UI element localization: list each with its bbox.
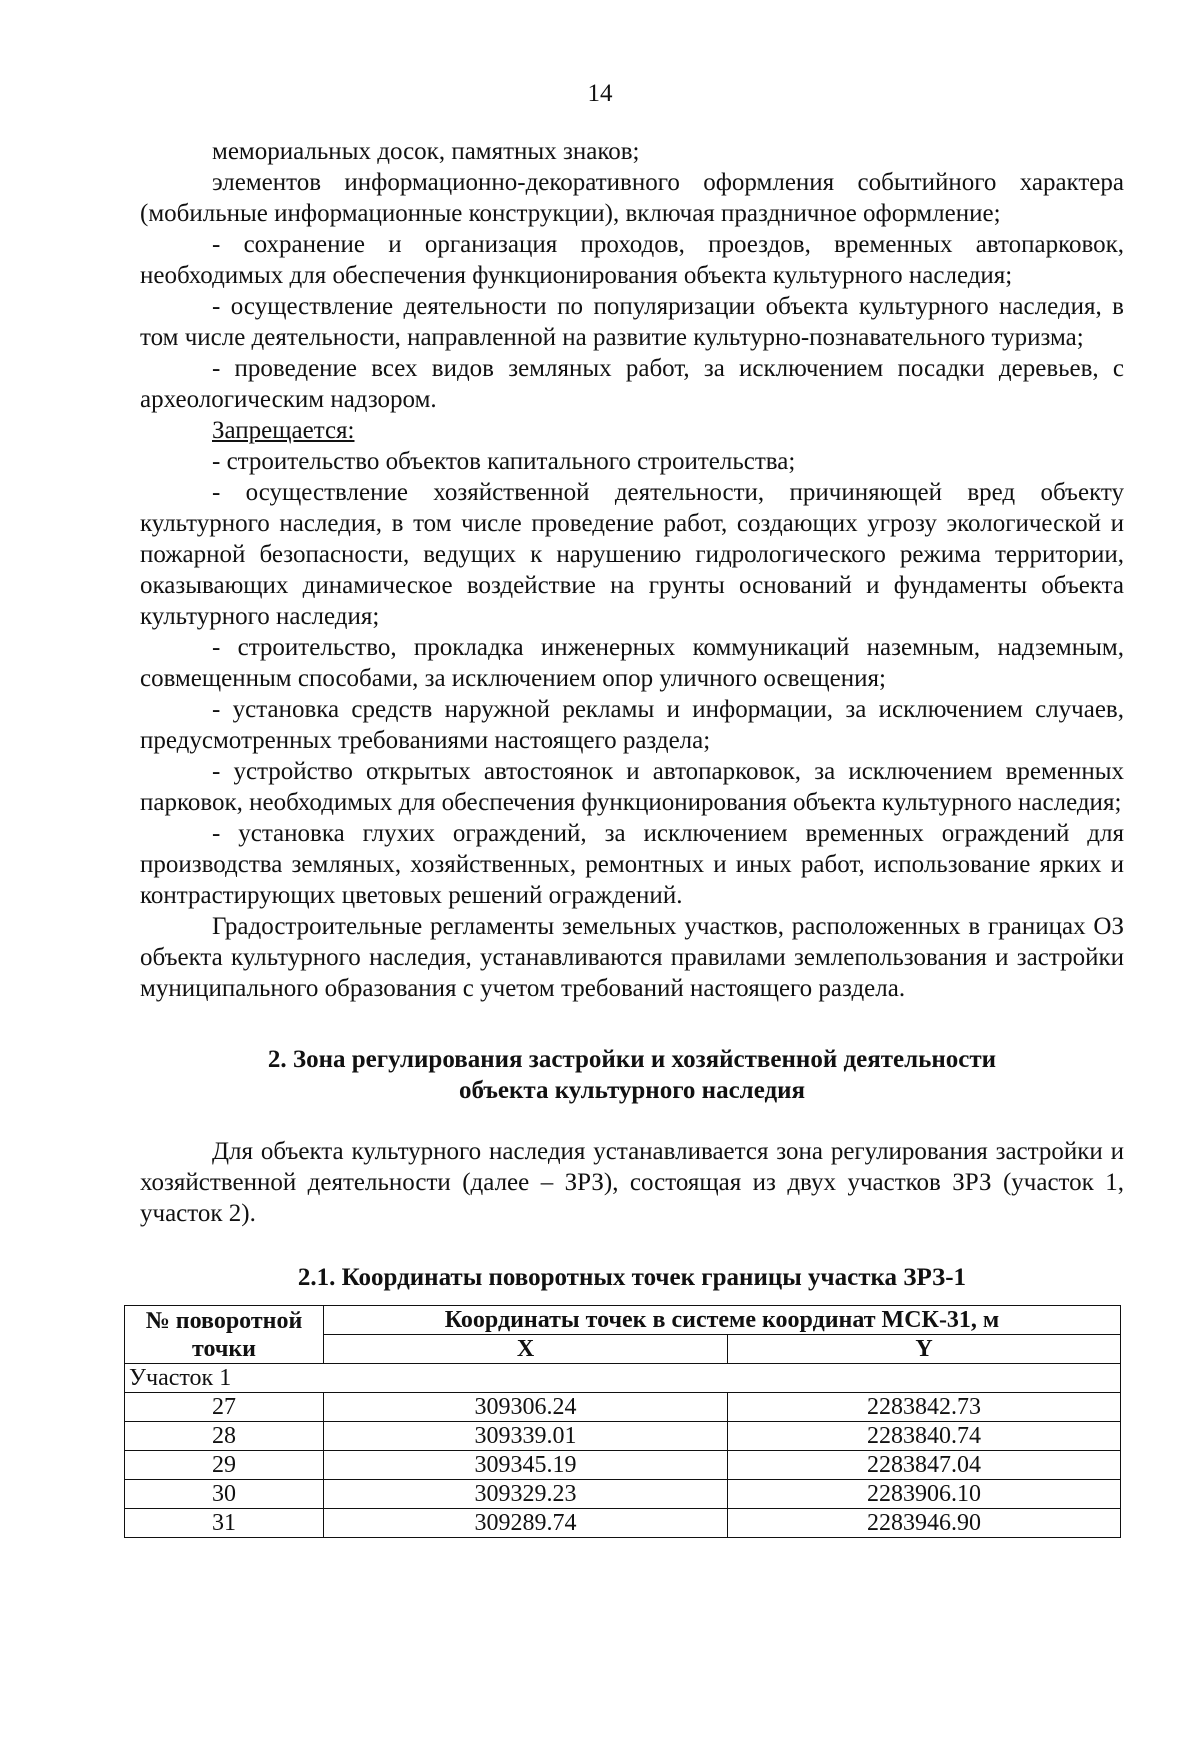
paragraph: - осуществление деятельности по популяризации объекта культурного наследия, в том числе деятельности, направленной на развитие культурно-познавательного туризма;: [140, 293, 1124, 351]
y-cell: 2283842.73: [728, 1393, 1121, 1422]
paragraph: - сохранение и организация проходов, проездов, временных автопарковок, необходимых для обеспечения функционирования объекта культурного наследия;: [140, 231, 1124, 289]
x-cell: 309289.74: [324, 1509, 728, 1538]
x-cell: 309339.01: [324, 1422, 728, 1451]
point-cell: 31: [125, 1509, 324, 1538]
paragraph: мемориальных досок, памятных знаков;: [212, 138, 640, 165]
prohibited-item: - установка глухих ограждений, за исключением временных ограждений для производства земляных, хозяйственных, ремонтных и иных работ, использование ярких и контрастирующих цветовых решений ограждений.: [140, 820, 1124, 909]
column-header-point-line: № поворотной: [145, 1307, 303, 1334]
x-cell: 309329.23: [324, 1480, 728, 1509]
column-header-point-line: точки: [191, 1335, 257, 1362]
x-cell: 309306.24: [324, 1393, 728, 1422]
point-cell: 29: [125, 1451, 324, 1480]
coordinates-table: [124, 1305, 1121, 1538]
document-body: [129, 136, 1124, 1538]
table-header-row: [125, 1306, 1121, 1335]
prohibited-item: - осуществление хозяйственной деятельности, причиняющей вред объекту культурного наследия, в том числе проведение работ, создающих угрозу экологической и пожарной безопасности, ведущих к нарушению гидрологического режима территории, оказывающих динамическое воздействие на грунты оснований и фундаменты объекта культурного наследия;: [140, 479, 1124, 630]
column-header-coords: Координаты точек в системе координат МСК-31, м: [324, 1306, 1121, 1335]
prohibited-item: - строительство, прокладка инженерных коммуникаций наземным, надземным, совмещенным способами, за исключением опор уличного освещения;: [140, 634, 1124, 692]
column-header-point: [125, 1306, 324, 1364]
table-title: 2.1. Координаты поворотных точек границы участка ЗРЗ-1: [297, 1264, 967, 1291]
prohibited-item: - строительство объектов капитального строительства;: [212, 448, 796, 475]
column-header-y: Y: [728, 1335, 1121, 1364]
page-number: 14: [587, 80, 613, 107]
table-row: [125, 1451, 1121, 1480]
prohibited-label: Запрещается:: [212, 417, 355, 444]
paragraph: - проведение всех видов земляных работ, за исключением посадки деревьев, с археологическим надзором.: [140, 355, 1124, 413]
point-cell: 28: [125, 1422, 324, 1451]
table-row: [125, 1422, 1121, 1451]
prohibited-item: - установка средств наружной рекламы и информации, за исключением случаев, предусмотренных требованиями настоящего раздела;: [140, 696, 1124, 754]
paragraph: элементов информационно-декоративного оформления событийного характера (мобильные информационные конструкции), включая праздничное оформление;: [140, 169, 1124, 227]
table-row: [125, 1393, 1121, 1422]
y-cell: 2283847.04: [728, 1451, 1121, 1480]
y-cell: 2283946.90: [728, 1509, 1121, 1538]
column-header-x: X: [324, 1335, 728, 1364]
group-label: Участок 1: [125, 1364, 1121, 1393]
regulations-paragraph: Градостроительные регламенты земельных участков, расположенных в границах ОЗ объекта культурного наследия, устанавливаются правилами землепользования и застройки муниципального образования с учетом требований настоящего раздела.: [140, 913, 1124, 1002]
prohibited-item: - устройство открытых автостоянок и автопарковок, за исключением временных парковок, необходимых для обеспечения функционирования объекта культурного наследия;: [140, 758, 1124, 816]
section-paragraph: Для объекта культурного наследия устанавливается зона регулирования застройки и хозяйственной деятельности (далее – ЗРЗ), состоящая из двух участков ЗРЗ (участок 1, участок 2).: [140, 1138, 1124, 1227]
point-cell: 27: [125, 1393, 324, 1422]
table-row: [125, 1480, 1121, 1509]
y-cell: 2283840.74: [728, 1422, 1121, 1451]
point-cell: 30: [125, 1480, 324, 1509]
section-heading-line: 2. Зона регулирования застройки и хозяйственной деятельности: [267, 1046, 997, 1073]
x-cell: 309345.19: [324, 1451, 728, 1480]
section-heading-line: объекта культурного наследия: [458, 1077, 806, 1104]
table-row: [125, 1509, 1121, 1538]
section-heading: [140, 1044, 1124, 1106]
table-group-row: [125, 1364, 1121, 1393]
y-cell: 2283906.10: [728, 1480, 1121, 1509]
prohibited-label-line: [140, 415, 1124, 446]
